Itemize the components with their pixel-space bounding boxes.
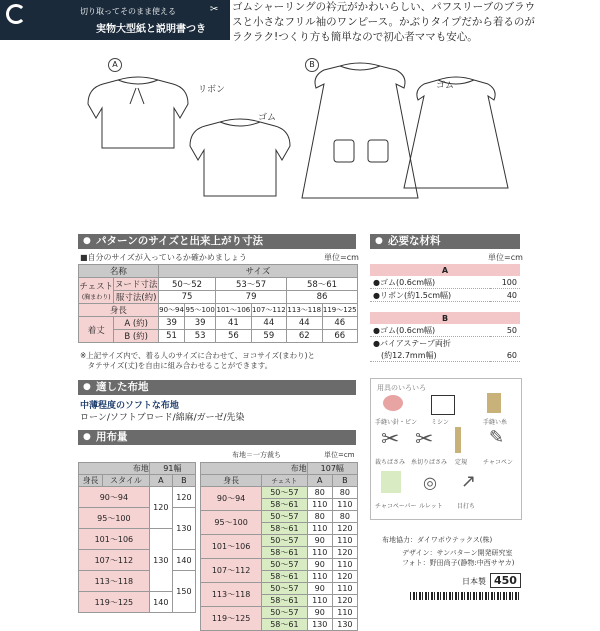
amount-cell: 80 (307, 511, 332, 523)
table-cell: 120 (172, 487, 195, 508)
tools-panel (370, 378, 522, 520)
chest-cell: 50〜57 (262, 511, 307, 523)
amount-cell: 110 (332, 535, 357, 547)
amount-cell: 120 (332, 523, 357, 535)
table-cell: 66 (322, 330, 358, 343)
col-b: B (332, 475, 357, 487)
table-cell: 119〜125 (322, 304, 358, 317)
table-cell: 39 (158, 317, 184, 330)
chest-cell: 58〜61 (262, 547, 307, 559)
fabric-header: 布地 (201, 463, 308, 475)
fabric-header: 布地 (79, 463, 150, 475)
table-cell: 50〜52 (158, 278, 215, 291)
material-value (490, 337, 520, 350)
tool-label: 手縫い針・ピン (375, 419, 418, 426)
size-table (78, 264, 358, 343)
material-value: 60 (490, 349, 520, 362)
material-value: 50 (490, 324, 520, 337)
table-cell: 59 (251, 330, 286, 343)
size-header-name: 名称 (79, 265, 159, 278)
table-cell: 75 (158, 291, 215, 304)
amount-107-body (201, 487, 358, 631)
design-credit: デザイン：サンパターン開発研究室 (402, 549, 513, 557)
table-row-height: 107〜112 (201, 559, 262, 583)
photo-credit: フォト：野田尚子(静物:中西サヤカ) (402, 559, 515, 567)
fabric-subtitle: 中薄程度のソフトな布地 (80, 401, 179, 411)
table-row-height: 95〜100 (79, 508, 150, 529)
chest-cell: 58〜61 (262, 595, 307, 607)
table-row-height: 119〜125 (79, 592, 150, 613)
amount-cell: 130 (332, 619, 357, 631)
table-cell: 107〜112 (251, 304, 286, 317)
table-row-height: 95〜100 (201, 511, 262, 535)
table-cell: 130 (149, 529, 172, 592)
tool-label: ミシン (431, 419, 449, 426)
table-cell: 39 (185, 317, 216, 330)
height-label: 身長 (79, 304, 159, 317)
col-a: A (307, 475, 332, 487)
desc-line: ゴムシャーリングの衿元がかわいらしい、パフスリーブのブラウ (232, 1, 536, 13)
chest-cell: 58〜61 (262, 571, 307, 583)
table-cell: 86 (287, 291, 358, 304)
tool-label: 定規 (455, 459, 468, 466)
amount-table-91 (78, 462, 196, 613)
fabric-items: ローン/ソフトブロード/綿麻/ガーゼ/先染 (80, 413, 245, 423)
table-cell: 113〜118 (287, 304, 322, 317)
ruler-icon (455, 427, 461, 453)
rubber-label: ゴム (258, 113, 277, 123)
amount-cell: 110 (307, 523, 332, 535)
tool-label: チャコペン (483, 459, 513, 466)
scissors-icon: ✂ (381, 427, 400, 452)
material-name: ●リボン(約1.5cm幅) (370, 289, 490, 302)
label-a-badge: A (108, 58, 122, 72)
amount-cell: 110 (307, 595, 332, 607)
table-cell: 46 (322, 317, 358, 330)
amount-unit-note: 布地＝一方裁ち (232, 451, 281, 459)
amount-cell: 80 (332, 487, 357, 499)
table-cell: 56 (216, 330, 251, 343)
material-value: 40 (490, 289, 520, 302)
table-cell: 62 (287, 330, 322, 343)
table-row (201, 487, 358, 499)
made-in-japan: 日本製 (462, 577, 486, 586)
amount-cell: 80 (307, 487, 332, 499)
garment-illustration (78, 48, 518, 218)
table-cell: 140 (149, 592, 172, 613)
rubber-label: ゴム (436, 81, 455, 91)
tracing-wheel-icon: ◎ (423, 473, 437, 492)
chest-text: チェスト (79, 282, 114, 292)
tool-label: 糸切りばさみ (411, 459, 448, 466)
col-a: A (149, 475, 172, 487)
size-unit: 単位=cm (324, 253, 359, 262)
tool-label: チャコペーパー (375, 503, 417, 510)
thread-spool-icon (487, 393, 501, 413)
chest-label (79, 278, 114, 304)
height-header: 身長 (79, 475, 103, 487)
table-cell: 150 (172, 571, 195, 613)
amount-cell: 90 (307, 607, 332, 619)
table-row-height: 113〜118 (79, 571, 150, 592)
amount-cell: 80 (332, 511, 357, 523)
tools-title: 用具のいろいろ (377, 384, 426, 392)
materials-a-label: A (370, 264, 520, 276)
chalk-pen-icon: ✎ (489, 427, 505, 448)
materials-unit: 単位=cm (488, 253, 523, 262)
amount-cell: 130 (307, 619, 332, 631)
table-cell: 79 (216, 291, 287, 304)
amount-unit: 単位=cm (324, 451, 355, 459)
product-code: 450 (490, 573, 521, 588)
amount-cell: 110 (332, 583, 357, 595)
table-cell: 90〜94 (158, 304, 184, 317)
style-header: スタイル (103, 475, 150, 487)
amount-cell: 110 (332, 607, 357, 619)
table-row (201, 559, 358, 571)
table-cell: 130 (172, 508, 195, 550)
material-name: ●ゴム(0.6cm幅) (370, 276, 490, 289)
product-description (232, 0, 592, 45)
height-header: 身長 (201, 475, 262, 487)
material-name: ●ゴム(0.6cm幅) (370, 324, 490, 337)
table-cell: 120 (149, 487, 172, 529)
amount-cell: 120 (332, 571, 357, 583)
nude-label: ヌード寸法 (114, 278, 158, 291)
size-section-title: ● パターンのサイズと出来上がり寸法 (78, 234, 356, 249)
materials-table (370, 264, 520, 362)
size-footnote: タテサイズ(丈)を自由に組み合わせることができます。 (80, 361, 273, 370)
table-row (201, 535, 358, 547)
table-cell: 58〜61 (287, 278, 358, 291)
label-b-badge: B (305, 58, 319, 72)
size-footnote: ※上記サイズ内で、着る人のサイズに合わせて、ヨコサイズ(まわり)と (80, 351, 316, 360)
amount-table-107 (200, 462, 358, 631)
table-row-height: 101〜106 (79, 529, 150, 550)
amount-cell: 110 (307, 547, 332, 559)
amount-cell: 90 (307, 583, 332, 595)
table-cell: 140 (172, 550, 195, 571)
table-row-height: 119〜125 (201, 607, 262, 631)
length-label: 着丈 (79, 317, 114, 343)
chest-cell: 50〜57 (262, 535, 307, 547)
badge-main: 実物大型紙と説明書つき (96, 24, 206, 35)
amount-cell: 90 (307, 559, 332, 571)
amount-cell: 110 (307, 571, 332, 583)
width-107: 107幅 (307, 463, 357, 475)
desc-line: ラクラク!つくり方も簡単なので初心者ママも安心。 (232, 31, 478, 43)
table-row-height: 113〜118 (201, 583, 262, 607)
materials-b-label: B (370, 312, 520, 324)
table-row-height: 90〜94 (79, 487, 150, 508)
scissors-icon: ✂ (210, 4, 219, 15)
pincushion-icon (383, 395, 403, 411)
table-cell: 101〜106 (216, 304, 251, 317)
table-row-height: 90〜94 (201, 487, 262, 511)
chest-cell: 50〜57 (262, 583, 307, 595)
chest-cell: 58〜61 (262, 499, 307, 511)
col-b: B (172, 475, 195, 487)
material-value: 100 (490, 276, 520, 289)
chalk-paper-icon (381, 471, 401, 493)
tool-label: 手縫い糸 (483, 419, 508, 426)
amount-cell: 120 (332, 595, 357, 607)
thread-snips-icon: ✂ (415, 427, 434, 452)
tool-label: ルレット (419, 503, 443, 510)
awl-icon: ↗ (461, 471, 477, 492)
fabric-section-title: ● 適した布地 (78, 380, 356, 395)
table-cell: 53 (185, 330, 216, 343)
size-header-size: サイズ (158, 265, 357, 278)
brand-logo (6, 4, 26, 24)
table-row (201, 607, 358, 619)
amount-cell: 120 (332, 547, 357, 559)
table-row (201, 583, 358, 595)
materials-section-title: ● 必要な材料 (370, 234, 520, 249)
material-name: ●バイアステープ両折 (373, 338, 451, 348)
amount-cell: 110 (307, 499, 332, 511)
garment-label: 服寸法(約) (114, 291, 158, 304)
chest-header: チェスト (262, 475, 307, 487)
row-b-label: B (約) (114, 330, 158, 343)
chest-cell: 58〜61 (262, 523, 307, 535)
desc-line: スと小さなフリル袖のワンピース。かぶりタイプだから着るのが (232, 16, 535, 28)
ribbon-label: リボン (198, 85, 226, 95)
table-row-height: 101〜106 (201, 535, 262, 559)
table-cell: 51 (158, 330, 184, 343)
table-cell: 44 (251, 317, 286, 330)
sewing-machine-icon (431, 395, 455, 415)
table-row (201, 511, 358, 523)
chest-cell: 58〜61 (262, 619, 307, 631)
chest-sub: (胸まわり) (81, 294, 111, 301)
material-name: (約12.7mm幅) (370, 349, 490, 362)
tool-label: 裁ちばさみ (375, 459, 406, 466)
spacer (370, 302, 520, 313)
chest-cell: 50〜57 (262, 607, 307, 619)
width-91: 91幅 (149, 463, 195, 475)
chest-cell: 50〜57 (262, 559, 307, 571)
chest-cell: 50〜57 (262, 487, 307, 499)
table-cell: 53〜57 (216, 278, 287, 291)
table-cell: 41 (216, 317, 251, 330)
table-cell: 44 (287, 317, 322, 330)
badge-top: 切り取ってそのまま使える (80, 7, 176, 16)
table-row-height: 107〜112 (79, 550, 150, 571)
amount-cell: 90 (307, 535, 332, 547)
fabric-credit: 布地協力：ダイワボウテックス(株) (382, 536, 493, 544)
barcode (410, 592, 520, 600)
amount-section-title: ● 用布量 (78, 430, 356, 445)
row-a-label: A (約) (114, 317, 158, 330)
amount-cell: 110 (332, 499, 357, 511)
table-cell: 95〜100 (185, 304, 216, 317)
amount-cell: 110 (332, 559, 357, 571)
size-note: ■自分のサイズが入っているか確かめましょう (80, 253, 247, 262)
tool-label: 目打ち (457, 503, 476, 510)
